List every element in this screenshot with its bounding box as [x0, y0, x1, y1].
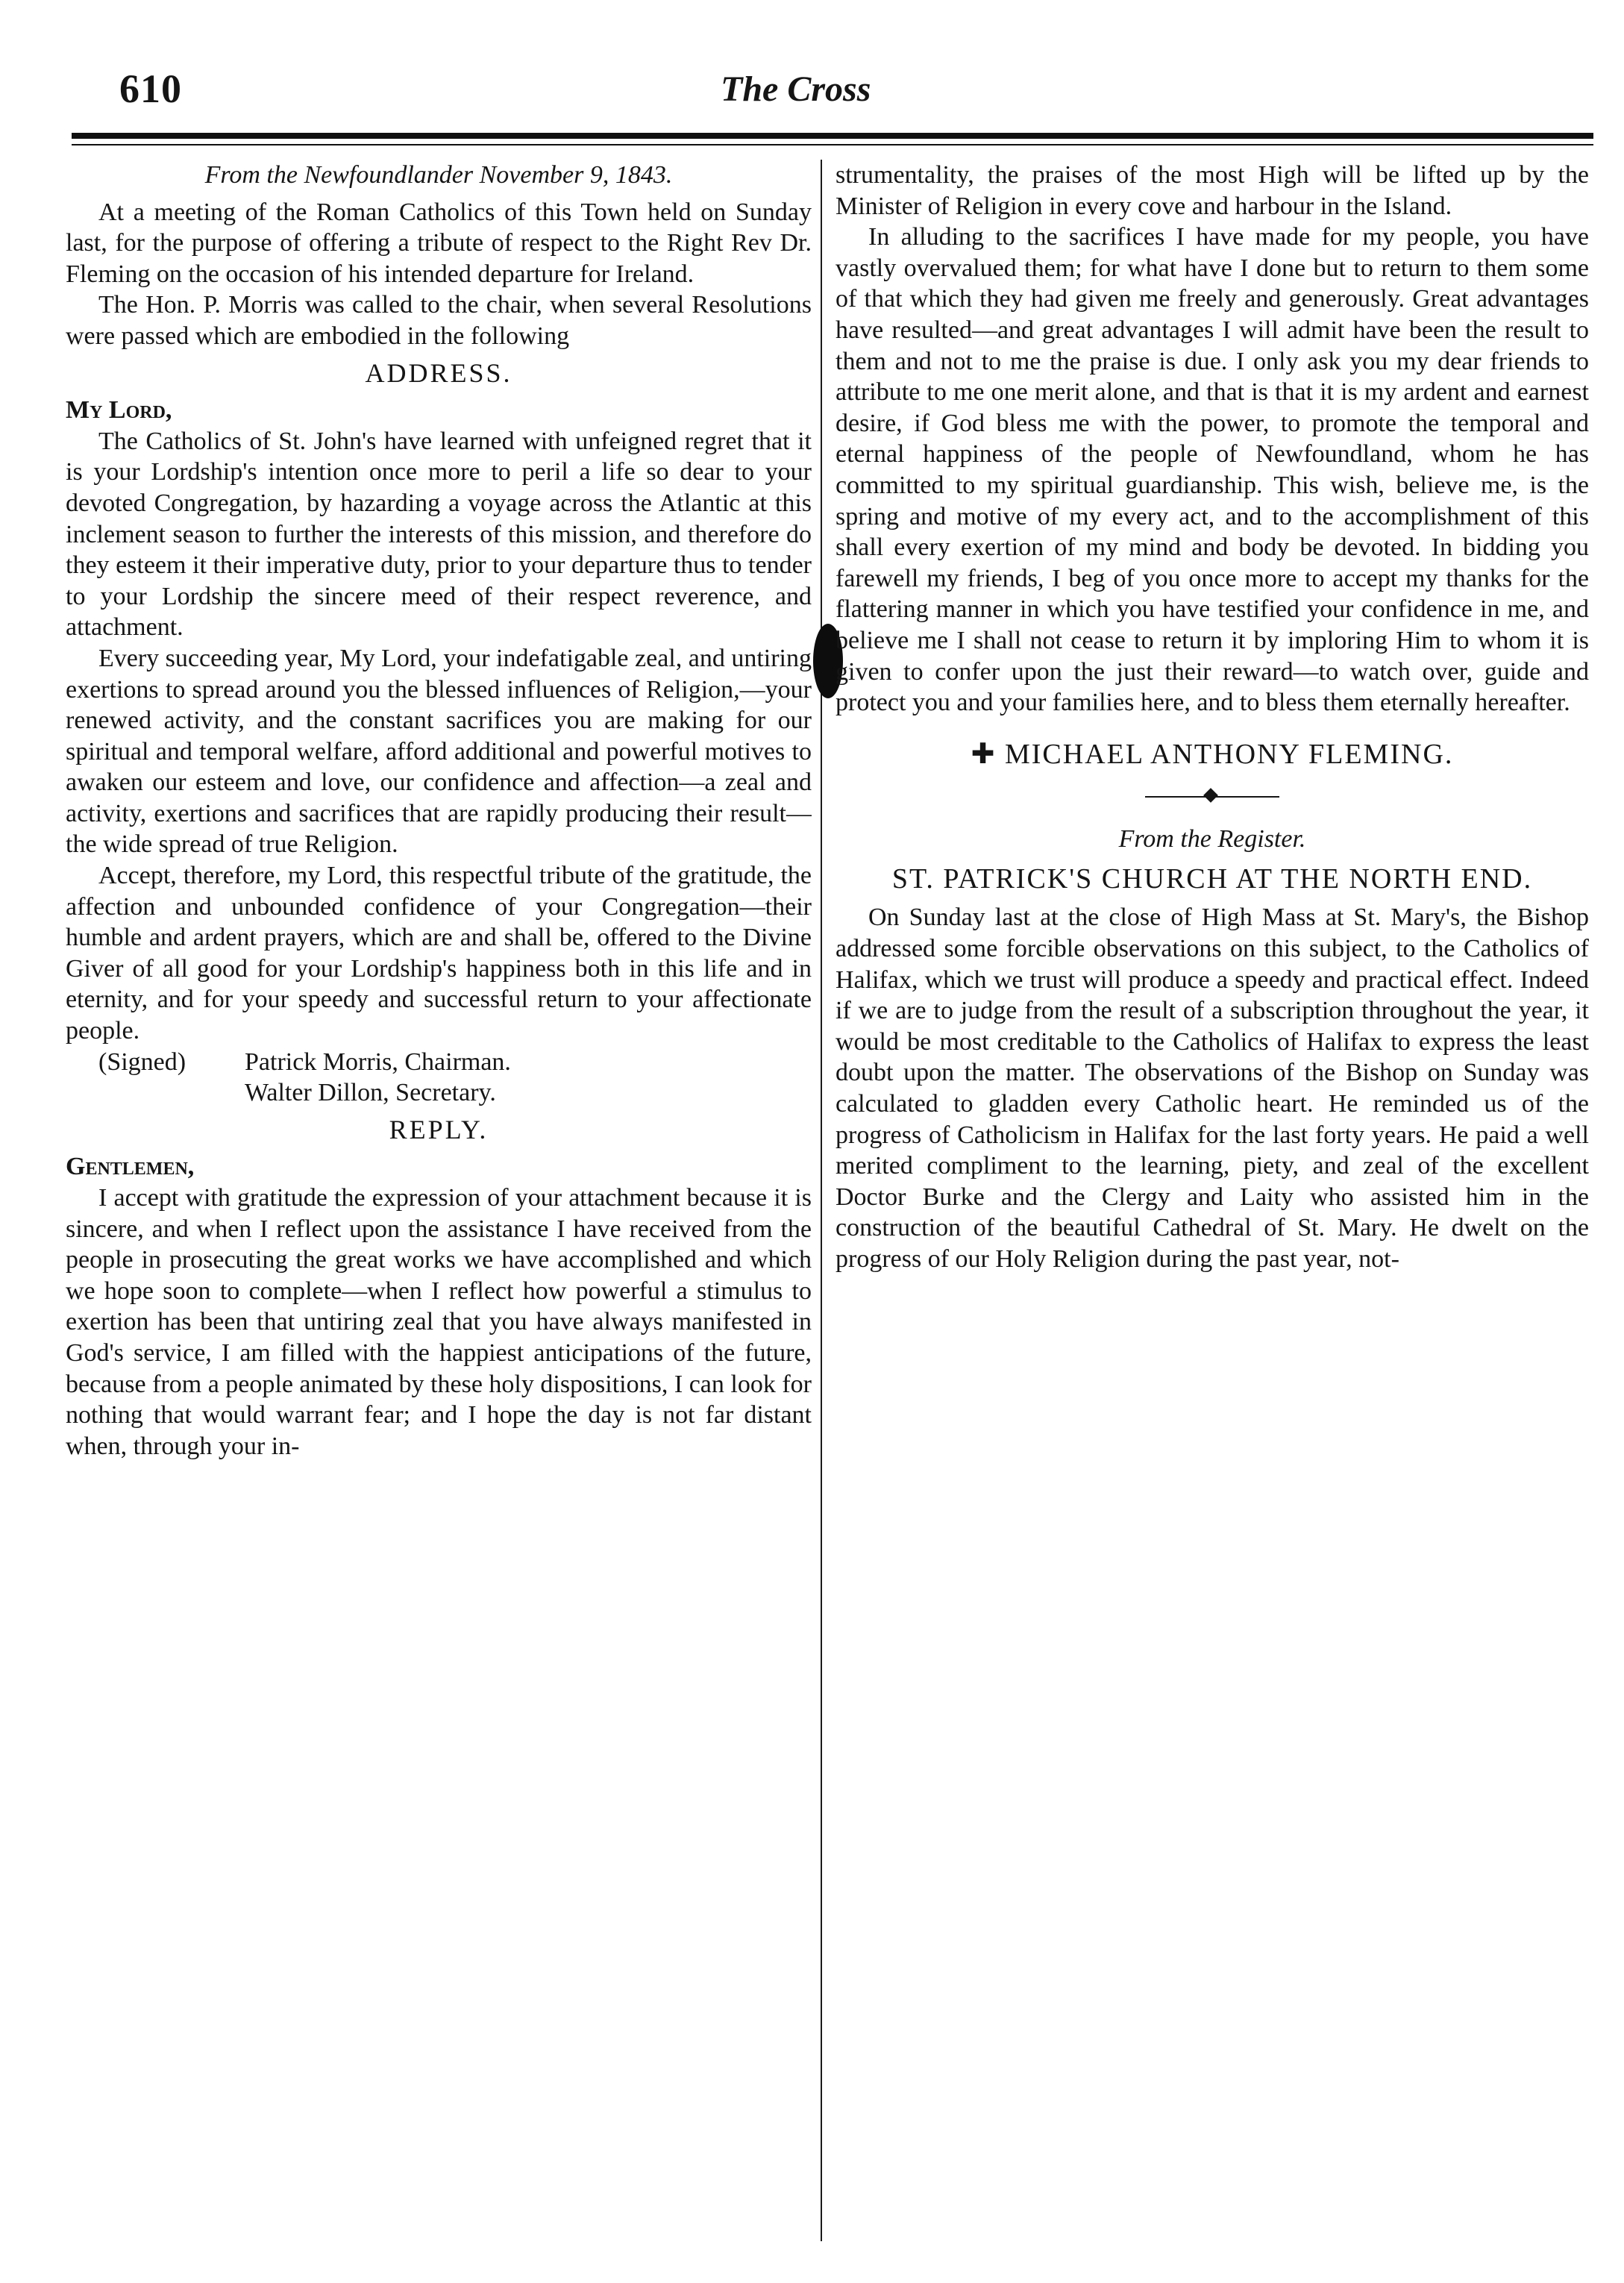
reply-title: REPLY.	[389, 1114, 489, 1144]
header-rule	[72, 133, 1593, 139]
reply-salutation: Gentlemen,	[66, 1153, 195, 1181]
address-paragraph: The Catholics of St. John's have learned with unfeigned regret that it is your Lordship's intention once more to peril a life so dear to your devoted Congregation, by hazarding a voyage across the Atlantic at this inclement season to further the interests of this mission, and therefore do they esteem it their imperative duty, prior to your departure thus to tender to your Lordship the sincere meed of their respect reverence, and attachment.	[66, 427, 812, 642]
page-header	[72, 52, 1593, 119]
signatories	[245, 1047, 812, 1109]
reply-continuation: strumentality, the praises of the most High will be lifted up by the Minister of Religion in every cove and harbour in the Island.	[835, 161, 1589, 220]
left-column	[66, 160, 812, 2241]
article-paragraph: On Sunday last at the close of High Mass at St. Mary's, the Bishop addressed some forcible observations on this subject, to the Catholics of Halifax, which we trust will produce a speedy and practical effect. Indeed if we are to judge from the result of a subscription throughout the year, it would be most creditable to the Catholics of Halifax to express the least doubt upon the matter. The observations of the Bishop on Sunday was calculated to gladden every Catholic heart. He reminded us of the progress of Catholicism in Halifax for the last forty years. He paid a well merited compliment to the learning, piety, and zeal of the excellent Doctor Burke and the Clergy and Laity who assisted him in the construction of the beautiful Cathedral of St. Mary. He dwelt on the progress of our Holy Religion during the past year, not-	[835, 904, 1589, 1273]
intro-paragraph: The Hon. P. Morris was called to the chair, when several Resolutions were passed which are embodied in the following	[66, 291, 812, 350]
reply-continuation: In alluding to the sacrifices I have made for my people, you have vastly overvalued them; for what have I done but to return to them some of that which they had given me freely and generously. Great advantages have resulted—and great advantages I will admit have been the result to them and not to me the praise is due. I only ask you my dear friends to attribute to me one merit alone, and that is that it is my ardent and earnest desire, if God bless me with the power, to promote the temporal and eternal happiness of the people of Newfoundland, whom he has committed to my spiritual guardianship. This wish, believe me, is the spring and motive of my every act, and to the accomplishment of this shall every exertion of my mind and body be devoted. In bidding you farewell my friends, I beg of you once more to accept my thanks for the flattering manner in which you have testified your confidence in me, and believe me I shall not cease to return it by imploring Him to whom it is given to confer upon the just their reward—to watch over, guide and protect you and your families here, and to bless them eternally hereafter.	[835, 223, 1589, 717]
header-rule-thin	[72, 144, 1593, 145]
reply-paragraph: I accept with gratitude the expression of your attachment because it is sincere, and when I reflect upon the assistance I have received from the people in prosecuting the great works we have accomplished and which we hope soon to complete—when I reflect how powerful a stimulus to exertion has been that untiring zeal that you have always manifested in God's service, I am filled with the happiest anticipations of the future, because from a people animated by these holy dispositions, I can look for nothing that would warrant fear; and I hope the day is not far distant when, through your in-	[66, 1184, 812, 1460]
signatory-chairman: Patrick Morris, Chairman.	[245, 1047, 511, 1076]
right-column	[835, 160, 1589, 2241]
register-source: From the Register.	[1118, 825, 1306, 854]
journal-title: The Cross	[721, 69, 871, 109]
article-title: ST. PATRICK'S CHURCH AT THE NORTH END.	[891, 862, 1533, 895]
bishop-signature: ✚ MICHAEL ANTHONY FLEMING.	[971, 738, 1454, 770]
signed-block	[66, 1047, 812, 1109]
address-salutation: My Lord,	[66, 396, 172, 425]
intro-paragraph: At a meeting of the Roman Catholics of this Town held on Sunday last, for the purpose of offering a tribute of respect to the Right Rev Dr. Fleming on the occasion of his intended departure for Ireland.	[66, 198, 812, 288]
page-number: 610	[119, 66, 182, 111]
section-divider	[1145, 789, 1279, 804]
address-paragraph: Every succeeding year, My Lord, your indefatigable zeal, and untiring exertions to spread around you the blessed influences of Religion,—your renewed activity, and the constant sacrifices you are making for our spiritual and temporal welfare, afford additional and powerful motives to awaken our esteem and love, our confidence and affection—a zeal and activity, exertions and sacrifices that are rapidly producing their result—the wide spread of true Religion.	[66, 644, 812, 859]
divider-ornament	[1203, 788, 1218, 803]
address-paragraph: Accept, therefore, my Lord, this respectful tribute of the gratitude, the affection and unbounded confidence of your Congregation—their humble and ardent prayers, which are and shall be, offered to the Divine Giver of all good for your Lordship's happiness both in this life and in eternity, and for your speedy and successful return to your affectionate people.	[66, 862, 812, 1045]
signatory-secretary: Walter Dillon, Secretary.	[245, 1079, 496, 1107]
source-line: From the Newfoundlander November 9, 1843.	[204, 161, 673, 189]
signed-label: (Signed)	[98, 1047, 186, 1076]
address-title: ADDRESS.	[365, 357, 512, 388]
column-divider	[821, 160, 822, 2241]
